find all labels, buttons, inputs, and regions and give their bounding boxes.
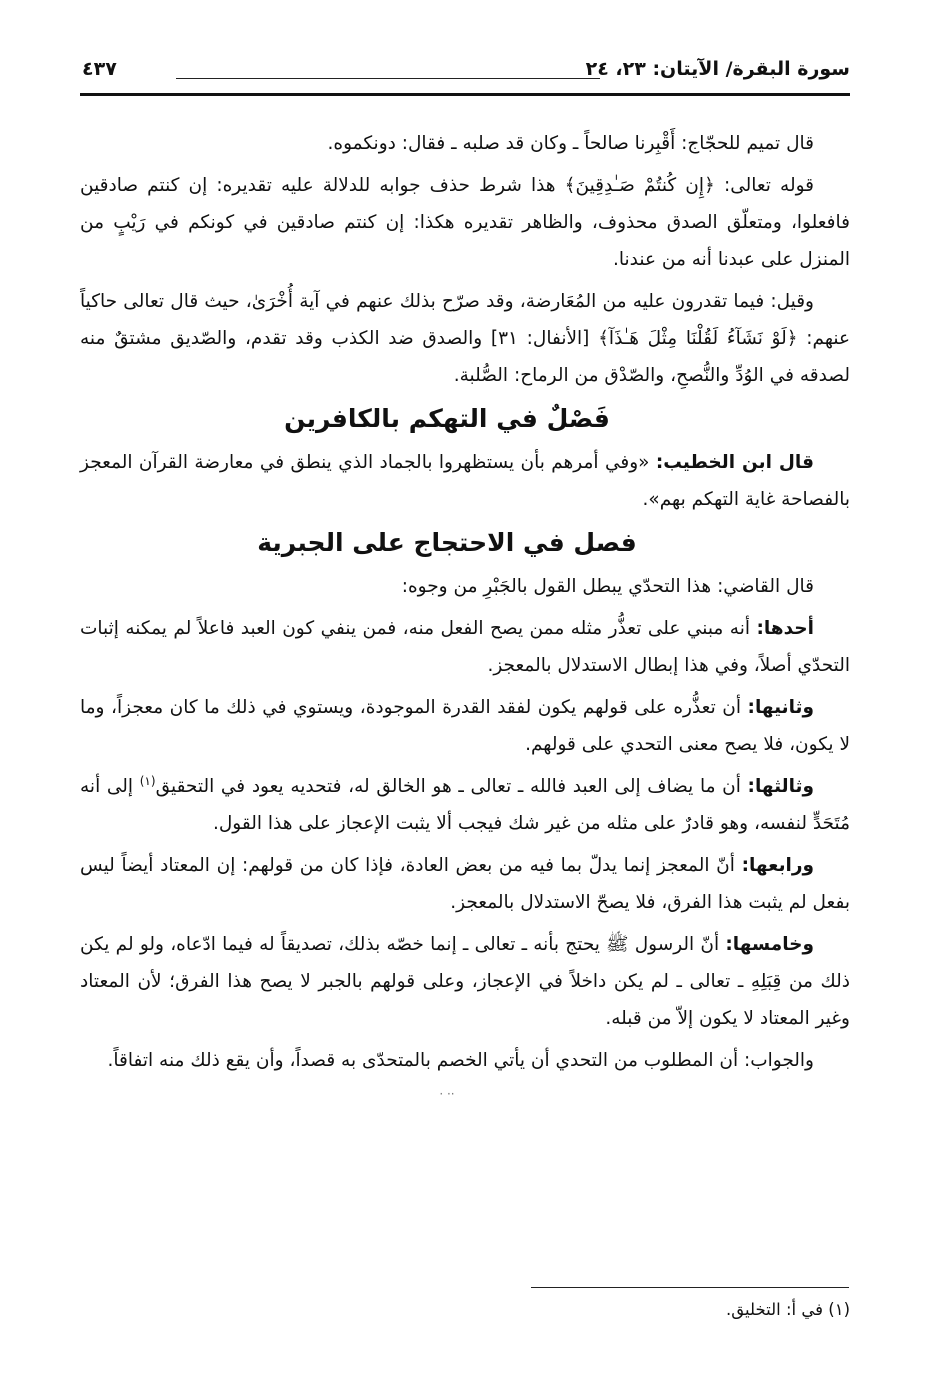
- footnote-reference[interactable]: (١): [139, 773, 156, 788]
- page-body: [80, 125, 850, 1109]
- paragraph-muarada: [80, 283, 850, 394]
- paragraph-text: إلى أنه مُتَحَدٍّ لنفسه، وهو قادرٌ على مثله من غير شك فيجب ألا يثبت الإعجاز على هذا القول.: [80, 776, 850, 834]
- paragraph-text: قوله تعالى:: [714, 175, 815, 196]
- paragraph-lead: ورابعها:: [741, 855, 814, 876]
- paragraph-lead: أحدها:: [756, 618, 814, 639]
- paragraph-text: أنه مبني على تعذُّر مثله ممن يصح الفعل منه، فمن ينفي كون العبد فاعلاً لم يمكنه إثبات التحدّي أصلاً، وفي هذا إبطال الاستدلال بالمعجز.: [80, 618, 850, 676]
- paragraph-first: [80, 610, 850, 684]
- paragraph-lead: وثالثها:: [747, 776, 814, 797]
- page-number: ٤٣٧: [82, 58, 117, 80]
- paragraph-condition: [80, 167, 850, 278]
- running-header: [80, 50, 850, 96]
- header-rule: [80, 93, 850, 96]
- paragraph-text: «وفي أمرهم بأن يستظهروا بالجماد الذي ينطق في معارضة القرآن المعجز بالفصاحة غاية التهكم بهم».: [80, 452, 850, 510]
- paragraph-tamim: قال تميم للحجّاج: أَقْبِرنا صالحاً ـ وكان قد صلبه ـ فقال: دونكموه.: [327, 133, 814, 154]
- footnote-separator: [531, 1287, 849, 1288]
- header-title: سورة البقرة/ الآيتان: ٢٣، ٢٤: [585, 58, 850, 80]
- paragraph-ibn-khatib: [80, 444, 850, 518]
- paragraph-text: أن تعذُّره على قولهم يكون لفقد القدرة الموجودة، ويستوي في ذلك ما كان معجزاً، وما لا يكون، فلا يصح معنى التحدي على قولهم.: [80, 697, 850, 755]
- footnotes: [80, 1295, 850, 1325]
- paragraph-third: [80, 768, 850, 842]
- ornament-mark: ·· ·: [439, 1087, 455, 1101]
- paragraph-lead: وثانيها:: [747, 697, 814, 718]
- paragraph-qadi: قال القاضي: هذا التحدّي يبطل القول بالجَبْرِ من وجوه:: [401, 576, 814, 597]
- paragraph-text: أنّ المعجز إنما يدلّ بما فيه من بعض العادة، فإذا كان من قولهم: إن المعتاد أيضاً ليس بفعل لم يثبت هذا الفرق، فلا يصحّ الاستدلال بالمعجز.: [80, 855, 850, 913]
- paragraph-text: أن ما يضاف إلى العبد فالله ـ تعالى ـ هو الخالق له، فتحديه يعود في التحقيق: [155, 776, 748, 797]
- paragraph-text: وقيل: فيما تقدرون عليه من المُعَارضة، وقد صرّح بذلك عنهم في آية أُخْرَىٰ، حيث قال تعالى حاكياً عنهم:: [80, 291, 850, 349]
- quran-quote: ﴿إِن كُنتُمْ صَـٰدِقِينَ﴾: [564, 175, 715, 196]
- paragraph-lead: قال ابن الخطيب:: [655, 452, 814, 473]
- quran-quote: ﴿لَوْ نَشَآءُ لَقُلْنَا مِثْلَ هَـٰذَآ﴾: [598, 328, 798, 349]
- paragraph-second: [80, 689, 850, 763]
- section-title-tahakkum: فَصْلٌ في التهكم بالكافرين: [284, 404, 610, 433]
- paragraph-text: أنّ الرسول ﷺ يحتج بأنه ـ تعالى ـ إنما خصّه بذلك، تصديقاً له فيما ادّعاه، ولو لم يكن ذلك من قِبَلِهِ ـ تعالى ـ لم يكن داخلاً في الإعجاز، وعلى قولهم بالجبر لا يصح هذا الفرق؛ لأن المعتاد وغير المعتاد لا يكون إلاّ من قبله.: [80, 934, 850, 1029]
- header-leader-line: [176, 78, 600, 79]
- paragraph-fifth: [80, 926, 850, 1037]
- section-title-jabriyya: فصل في الاحتجاج على الجبرية: [257, 528, 637, 557]
- paragraph-lead: وخامسها:: [725, 934, 814, 955]
- paragraph-fourth: [80, 847, 850, 921]
- paragraph-text: [الأنفال: ٣١] والصدق ضد الكذب وقد تقدم، والصّديق مشتقٌ منه لصدقه في الوُدِّ والنُّصحِ، والصّدْق من الرماح: الصُّلبة.: [80, 328, 850, 386]
- paragraph-text: هذا شرط حذف جوابه للدلالة عليه تقديره: إن كنتم صادقين فافعلوا، ومتعلّق الصدق محذوف، والظاهر تقديره هكذا: إن كنتم صادقين في كونكم في رَيْبٍ من المنزل على عبدنا أنه من عندنا.: [80, 175, 850, 270]
- paragraph-answer: والجواب: أن المطلوب من التحدي أن يأتي الخصم بالمتحدّى به قصداً، وأن يقع ذلك منه اتفاقاً.: [107, 1050, 814, 1071]
- footnote-1: (١) في أ: التخليق.: [726, 1300, 850, 1319]
